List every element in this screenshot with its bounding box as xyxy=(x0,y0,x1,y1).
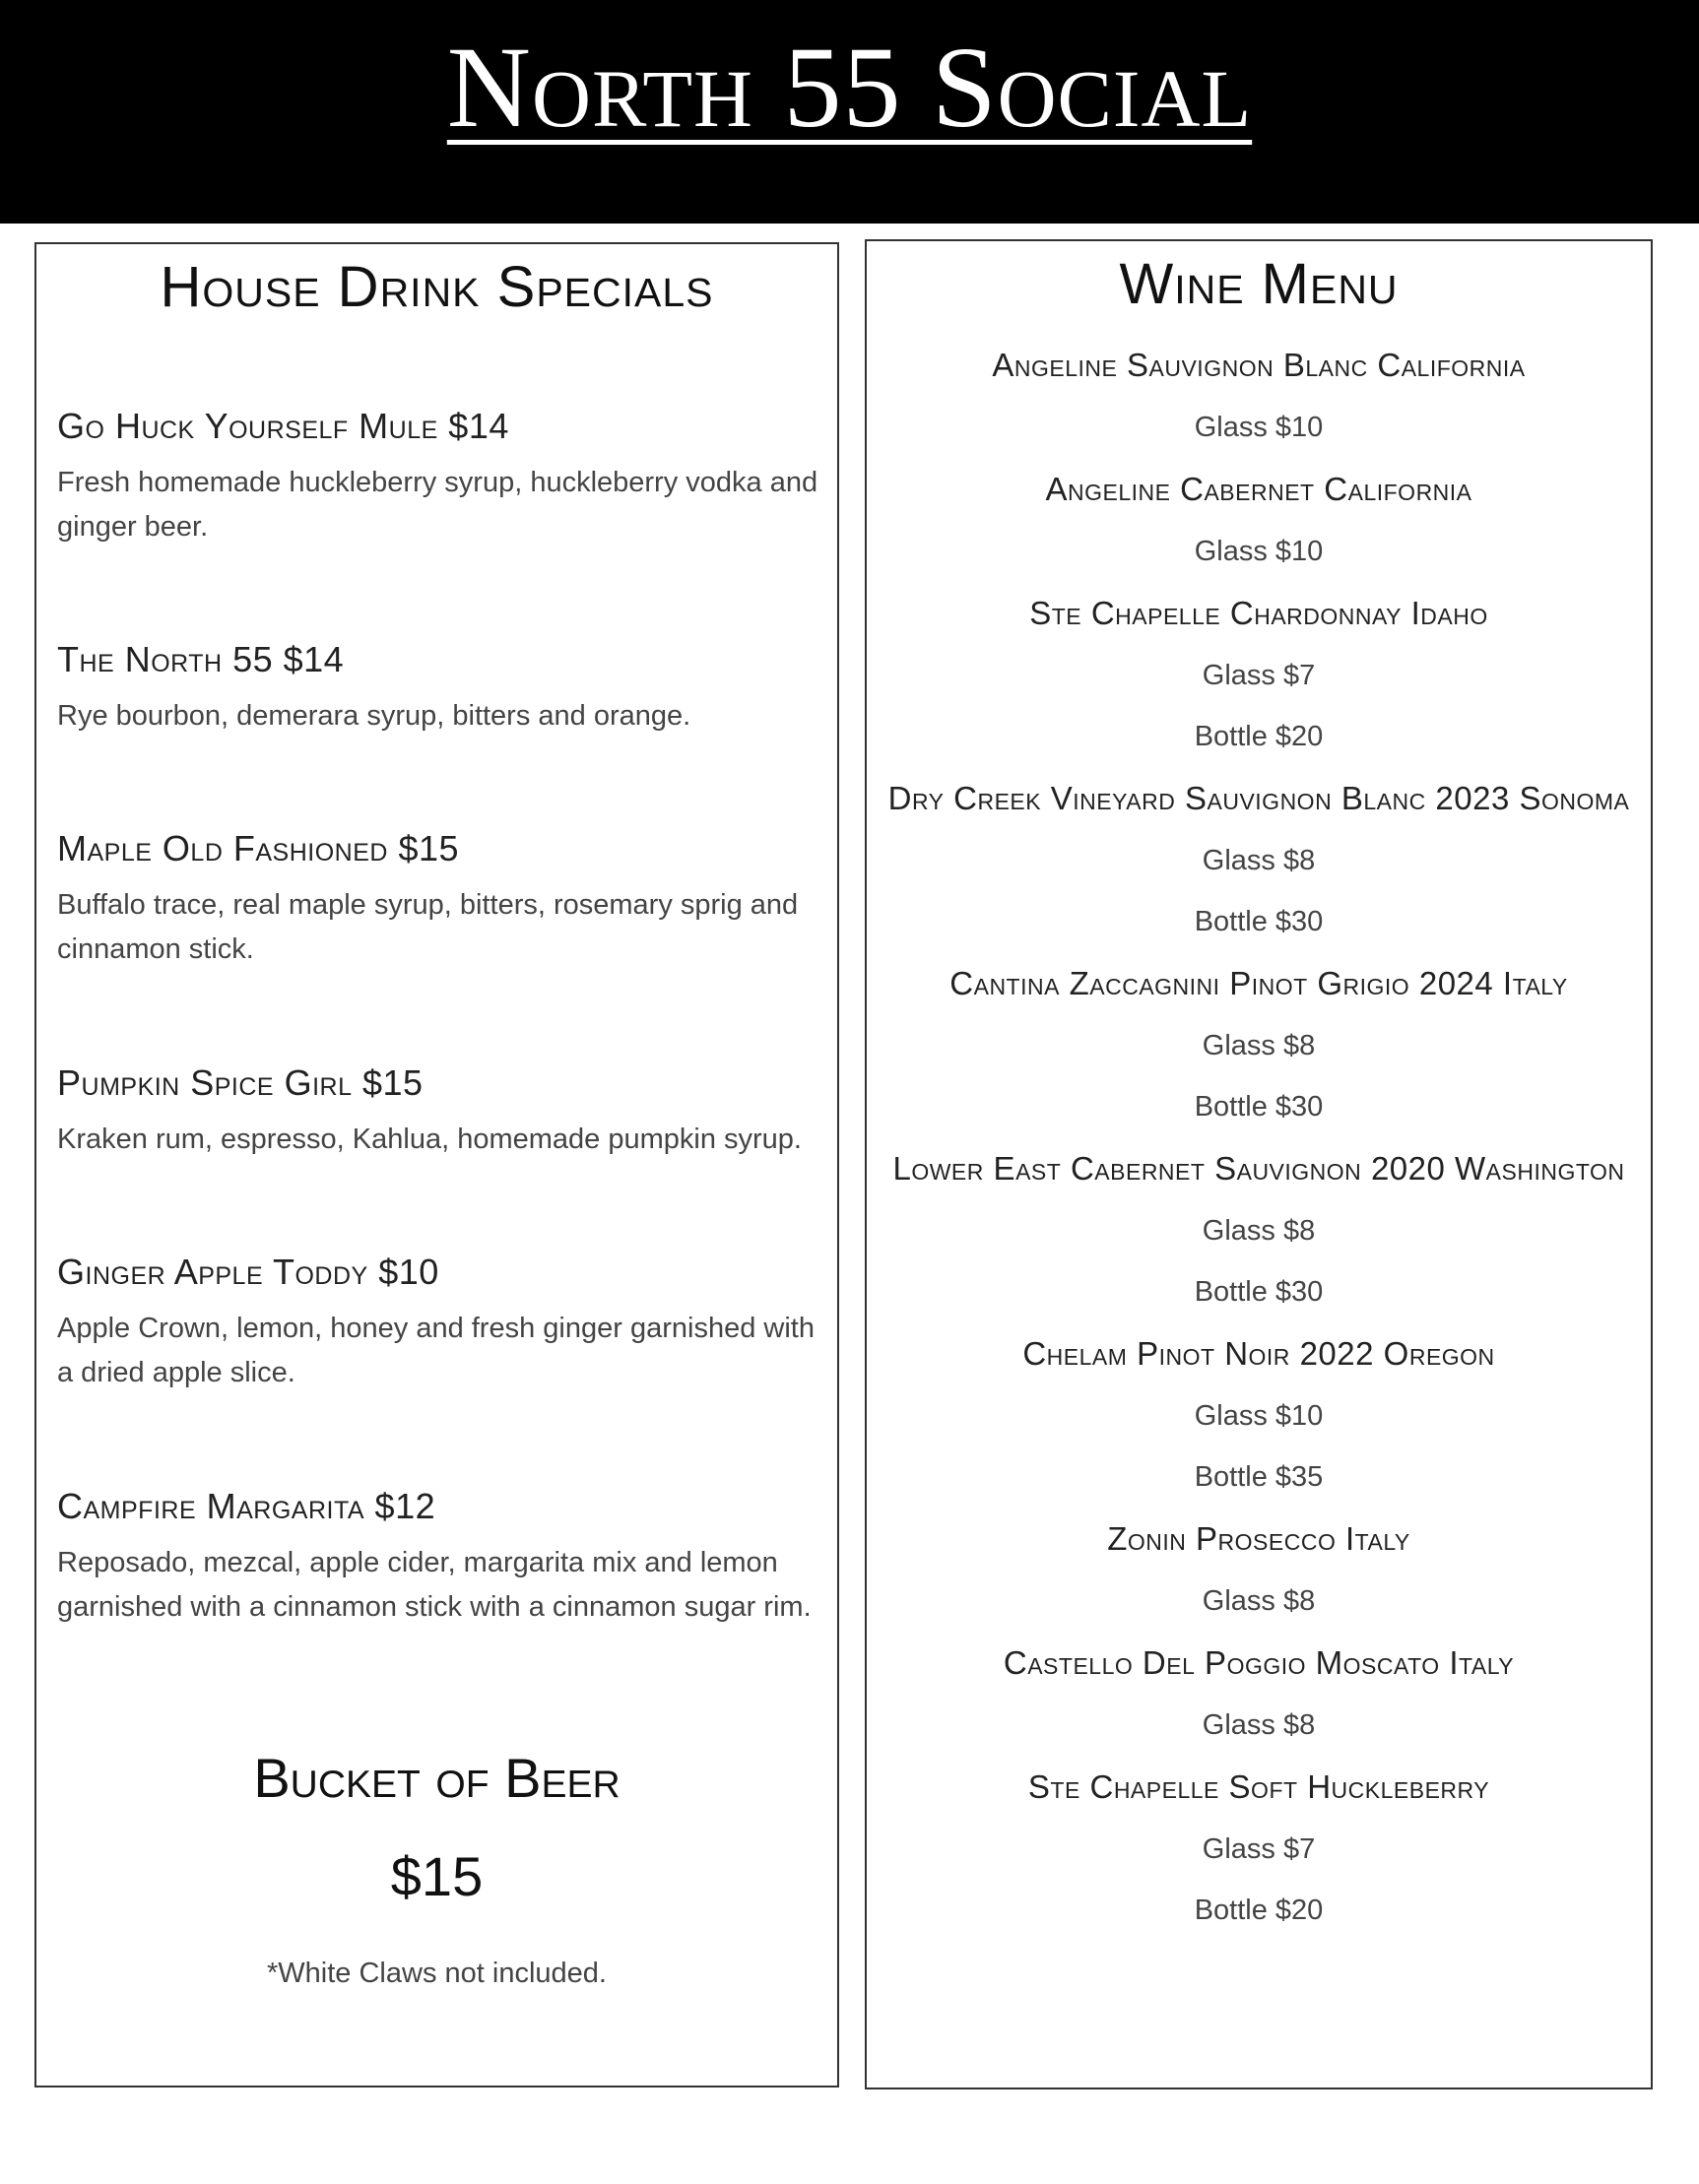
wine-price: Bottle $30 xyxy=(1194,906,1324,937)
drink-item xyxy=(57,405,825,549)
drink-item xyxy=(57,827,825,972)
drink-item xyxy=(57,1061,825,1162)
drink-name: Ginger Apple Toddy $10 xyxy=(57,1252,439,1292)
wine-name: Lower East Cabernet Sauvignon 2020 Washington xyxy=(892,1150,1625,1187)
wine-menu-panel xyxy=(865,239,1653,2089)
wine-name: Angeline Sauvignon Blanc California xyxy=(992,347,1526,383)
drink-item xyxy=(57,1485,825,1630)
wine-name: Castello Del Poggio Moscato Italy xyxy=(1003,1644,1515,1681)
wine-price: Glass $8 xyxy=(1202,845,1316,876)
wine-name: Zonin Prosecco Italy xyxy=(1107,1520,1410,1557)
drink-description: Kraken rum, espresso, Kahlua, homemade pumpkin syrup. xyxy=(57,1124,802,1156)
drink-name: Pumpkin Spice Girl $15 xyxy=(57,1062,424,1103)
wine-price: Glass $10 xyxy=(1194,1400,1324,1432)
wine-item xyxy=(886,1335,1631,1495)
wine-item xyxy=(886,1768,1631,1928)
wine-price: Bottle $30 xyxy=(1194,1276,1324,1308)
wine-name: Cantina Zaccagnini Pinot Grigio 2024 Italy xyxy=(949,965,1568,1001)
drink-item xyxy=(57,1251,825,1395)
wine-price: Glass $8 xyxy=(1202,1709,1316,1741)
specials-title: House Drink Specials xyxy=(160,255,714,319)
wine-name: Ste Chapelle Soft Huckleberry xyxy=(1027,1768,1490,1805)
drink-specials-panel xyxy=(34,242,839,2088)
wine-item xyxy=(886,595,1631,754)
drink-item xyxy=(57,638,825,739)
wine-name: Angeline Cabernet California xyxy=(1045,471,1472,507)
wine-list xyxy=(886,347,1631,1954)
wine-price: Bottle $20 xyxy=(1194,1895,1324,1926)
bucket-of-beer-title: Bucket of Beer xyxy=(253,1747,621,1809)
wine-item xyxy=(886,780,1631,939)
wine-item xyxy=(886,1644,1631,1743)
drink-name: Campfire Margarita $12 xyxy=(57,1486,436,1526)
bucket-of-beer-price: $15 xyxy=(390,1845,484,1907)
wine-item xyxy=(886,347,1631,445)
wine-item xyxy=(886,1520,1631,1619)
drink-description: Rye bourbon, demerara syrup, bitters and orange. xyxy=(57,700,691,733)
wine-price: Glass $8 xyxy=(1202,1030,1316,1061)
wine-item xyxy=(886,1150,1631,1310)
drink-description: Apple Crown, lemon, honey and fresh ginger garnished with a dried apple slice. xyxy=(57,1313,815,1389)
bucket-of-beer-note: *White Claws not included. xyxy=(267,1958,607,1989)
wine-name: Dry Creek Vineyard Sauvignon Blanc 2023 Sonoma xyxy=(887,780,1630,816)
drink-description: Buffalo trace, real maple syrup, bitters, rosemary sprig and cinnamon stick. xyxy=(57,889,799,966)
wine-menu-title: Wine Menu xyxy=(1119,252,1399,316)
restaurant-title: North 55 Social xyxy=(446,23,1253,152)
drink-name: Maple Old Fashioned $15 xyxy=(57,828,460,868)
drink-name: The North 55 $14 xyxy=(57,639,345,679)
wine-price: Bottle $20 xyxy=(1194,721,1324,752)
wine-price: Glass $8 xyxy=(1202,1585,1316,1617)
drink-name: Go Huck Yourself Mule $14 xyxy=(57,406,509,446)
wine-name: Ste Chapelle Chardonnay Idaho xyxy=(1029,595,1488,631)
wine-price: Glass $7 xyxy=(1202,1833,1316,1865)
drink-description: Fresh homemade huckleberry syrup, huckleberry vodka and ginger beer. xyxy=(57,467,818,544)
wine-item xyxy=(886,471,1631,569)
wine-item xyxy=(886,965,1631,1124)
drink-description: Reposado, mezcal, apple cider, margarita mix and lemon garnished with a cinnamon stick with a cinnamon sugar rim. xyxy=(57,1547,812,1624)
wine-price: Glass $7 xyxy=(1202,660,1316,691)
wine-name: Chelam Pinot Noir 2022 Oregon xyxy=(1022,1335,1495,1372)
wine-price: Glass $10 xyxy=(1194,412,1324,443)
wine-price: Glass $10 xyxy=(1194,536,1324,567)
wine-price: Bottle $35 xyxy=(1194,1461,1324,1493)
wine-price: Bottle $30 xyxy=(1194,1091,1324,1123)
header-banner xyxy=(0,0,1699,224)
wine-price: Glass $8 xyxy=(1202,1215,1316,1247)
